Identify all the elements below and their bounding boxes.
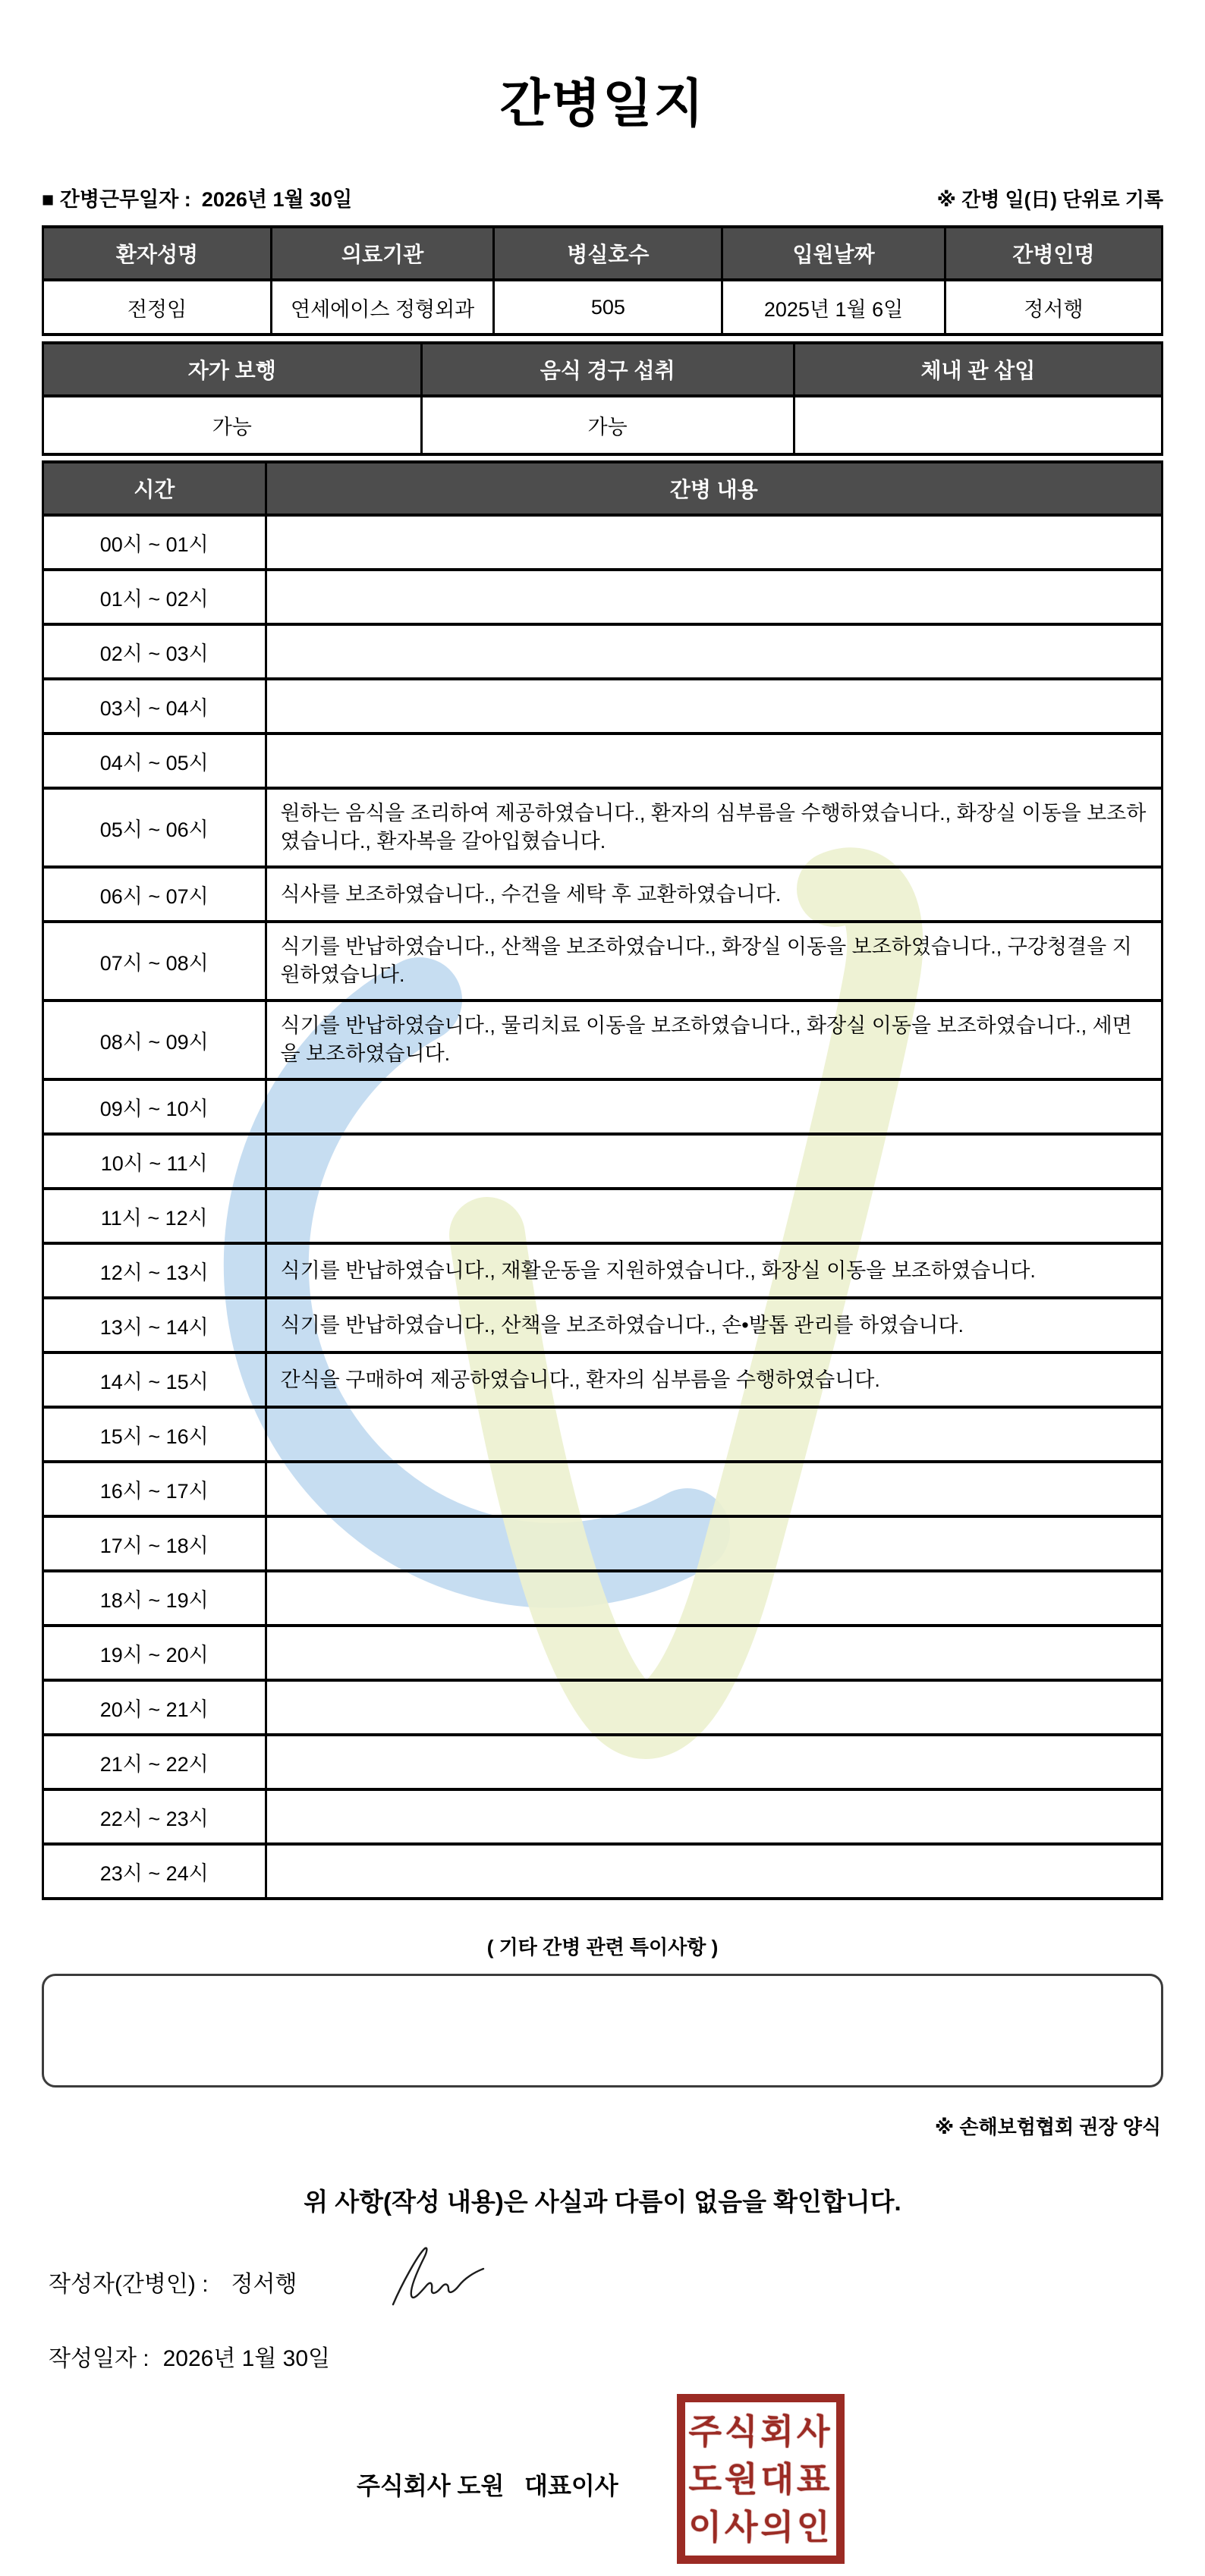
care-row-20 <box>43 1680 1163 1735</box>
care-content-cell <box>266 1626 1162 1680</box>
room-number-header: 병실호수 <box>494 227 722 280</box>
patient-status-table <box>42 341 1163 456</box>
care-content-cell <box>266 624 1162 679</box>
patient-info-header-row <box>43 227 1163 280</box>
care-row-00 <box>43 515 1163 570</box>
care-row-06 <box>43 867 1163 922</box>
work-date-line <box>42 183 352 212</box>
time-cell: 03시 ~ 04시 <box>43 679 266 734</box>
care-content-cell <box>266 734 1162 788</box>
care-row-04 <box>43 734 1163 788</box>
stamp-text-row: 도원대표 <box>688 2459 833 2499</box>
patient-info-value-row <box>43 280 1163 335</box>
tube-insertion-value <box>794 396 1162 454</box>
patient-info-table <box>42 225 1163 336</box>
stamp-text-row: 주식회사 <box>688 2411 833 2451</box>
care-content-cell <box>266 1462 1162 1516</box>
caregiver-name-value: 정서행 <box>945 280 1162 335</box>
written-date-label: 작성일자 : <box>49 2346 149 2372</box>
care-content-cell <box>266 1407 1162 1462</box>
care-row-19 <box>43 1626 1163 1680</box>
care-content-cell <box>266 1789 1162 1844</box>
time-cell: 16시 ~ 17시 <box>43 1462 266 1516</box>
care-row-18 <box>43 1571 1163 1626</box>
work-date-value: 2026년 1월 30일 <box>201 188 353 212</box>
care-row-08 <box>43 1001 1163 1079</box>
care-content-cell <box>266 1079 1162 1134</box>
care-row-16 <box>43 1462 1163 1516</box>
time-cell: 22시 ~ 23시 <box>43 1789 266 1844</box>
oral-intake-header: 음식 경구 섭취 <box>421 343 794 396</box>
care-content-cell: 원하는 음식을 조리하여 제공하였습니다., 환자의 심부름을 수행하였습니다., 화장실 이동을 보조하였습니다., 환자복을 갈아입혔습니다. <box>266 788 1162 867</box>
care-row-14 <box>43 1352 1163 1407</box>
time-cell: 15시 ~ 16시 <box>43 1407 266 1462</box>
caregiver-signature <box>382 2244 496 2309</box>
time-cell: 01시 ~ 02시 <box>43 570 266 624</box>
care-content-cell: 식사를 보조하였습니다., 수건을 세탁 후 교환하였습니다. <box>266 867 1162 922</box>
care-row-12 <box>43 1243 1163 1298</box>
record-unit-note: ※ 간병 일(日) 단위로 기록 <box>936 188 1163 212</box>
care-content-cell <box>266 679 1162 734</box>
writer-name: 정서행 <box>231 2272 297 2298</box>
care-row-23 <box>43 1844 1163 1899</box>
self-walking-value: 가능 <box>43 396 422 454</box>
time-cell: 17시 ~ 18시 <box>43 1516 266 1571</box>
time-cell: 04시 ~ 05시 <box>43 734 266 788</box>
care-content-cell: 식기를 반납하였습니다., 산책을 보조하였습니다., 손•발톱 관리를 하였습니다. <box>266 1298 1162 1352</box>
time-cell: 09시 ~ 10시 <box>43 1079 266 1134</box>
care-content-cell <box>266 1189 1162 1243</box>
written-date-line <box>49 2339 1205 2373</box>
corporate-seal-stamp <box>677 2394 845 2564</box>
care-content-cell: 간식을 구매하여 제공하였습니다., 환자의 심부름을 수행하였습니다. <box>266 1352 1162 1407</box>
care-header-row <box>43 462 1163 515</box>
room-number-value: 505 <box>494 280 722 335</box>
status-value-row <box>43 396 1163 454</box>
care-row-01 <box>43 570 1163 624</box>
time-cell: 19시 ~ 20시 <box>43 1626 266 1680</box>
time-cell: 11시 ~ 12시 <box>43 1189 266 1243</box>
care-row-05 <box>43 788 1163 867</box>
page-title: 간병일지 <box>499 75 706 133</box>
time-cell: 06시 ~ 07시 <box>43 867 266 922</box>
time-cell: 10시 ~ 11시 <box>43 1134 266 1189</box>
care-row-13 <box>43 1298 1163 1352</box>
care-content-cell <box>266 570 1162 624</box>
care-row-03 <box>43 679 1163 734</box>
company-block <box>0 2389 1205 2576</box>
writer-label: 작성자(간병인) : <box>49 2272 209 2298</box>
care-row-02 <box>43 624 1163 679</box>
care-row-17 <box>43 1516 1163 1571</box>
tube-insertion-header: 체내 관 삽입 <box>794 343 1162 396</box>
time-cell: 18시 ~ 19시 <box>43 1571 266 1626</box>
time-cell: 02시 ~ 03시 <box>43 624 266 679</box>
care-content-cell <box>266 1735 1162 1789</box>
time-cell: 05시 ~ 06시 <box>43 788 266 867</box>
time-column-header: 시간 <box>43 462 266 515</box>
confirmation-statement: 위 사항(작성 내용)은 사실과 다름이 없음을 확인합니다. <box>304 2188 901 2216</box>
care-row-09 <box>43 1079 1163 1134</box>
oral-intake-value: 가능 <box>421 396 794 454</box>
care-row-11 <box>43 1189 1163 1243</box>
care-row-07 <box>43 922 1163 1001</box>
work-date-label: ■ 간병근무일자 : <box>42 188 191 212</box>
time-cell: 23시 ~ 24시 <box>43 1844 266 1899</box>
care-row-21 <box>43 1735 1163 1789</box>
care-content-cell: 식기를 반납하였습니다., 재활운동을 지원하였습니다., 화장실 이동을 보조하였습니다. <box>266 1243 1162 1298</box>
patient-name-value: 전정임 <box>43 280 272 335</box>
care-content-cell <box>266 1844 1162 1899</box>
stamp-text-row: 이사의인 <box>688 2507 833 2546</box>
medical-institution-header: 의료기관 <box>271 227 494 280</box>
meta-row <box>42 183 1163 212</box>
caregiver-name-header: 간병인명 <box>945 227 1162 280</box>
status-header-row <box>43 343 1163 396</box>
company-ceo-line: 주식회사 도원 대표이사 <box>357 2472 618 2500</box>
care-content-cell <box>266 1516 1162 1571</box>
patient-name-header: 환자성명 <box>43 227 272 280</box>
written-date-value: 2026년 1월 30일 <box>162 2346 330 2372</box>
writer-line <box>49 2265 1205 2298</box>
care-content-cell <box>266 515 1162 570</box>
care-content-cell: 식기를 반납하였습니다., 물리치료 이동을 보조하였습니다., 화장실 이동을 보조하였습니다., 세면을 보조하였습니다. <box>266 1001 1162 1079</box>
self-walking-header: 자가 보행 <box>43 343 422 396</box>
time-cell: 13시 ~ 14시 <box>43 1298 266 1352</box>
medical-institution-value: 연세에이스 정형외과 <box>271 280 494 335</box>
care-row-22 <box>43 1789 1163 1844</box>
care-content-column-header: 간병 내용 <box>266 462 1162 515</box>
care-content-cell <box>266 1680 1162 1735</box>
care-content-cell <box>266 1134 1162 1189</box>
admission-date-header: 입원날짜 <box>722 227 945 280</box>
time-cell: 12시 ~ 13시 <box>43 1243 266 1298</box>
notes-heading: ( 기타 간병 관련 특이사항 ) <box>486 1936 719 1959</box>
form-standard-note: ※ 손해보험협회 권장 양식 <box>934 2116 1161 2139</box>
time-cell: 20시 ~ 21시 <box>43 1680 266 1735</box>
time-cell: 14시 ~ 15시 <box>43 1352 266 1407</box>
time-cell: 08시 ~ 09시 <box>43 1001 266 1079</box>
notes-box <box>42 1974 1163 2088</box>
time-cell: 00시 ~ 01시 <box>43 515 266 570</box>
admission-date-value: 2025년 1월 6일 <box>722 280 945 335</box>
care-row-10 <box>43 1134 1163 1189</box>
time-cell: 21시 ~ 22시 <box>43 1735 266 1789</box>
care-content-cell <box>266 1571 1162 1626</box>
care-content-cell: 식기를 반납하였습니다., 산책을 보조하였습니다., 화장실 이동을 보조하였습니다., 구강청결을 지원하였습니다. <box>266 922 1162 1001</box>
care-row-15 <box>43 1407 1163 1462</box>
hourly-care-table <box>42 460 1163 1900</box>
time-cell: 07시 ~ 08시 <box>43 922 266 1001</box>
